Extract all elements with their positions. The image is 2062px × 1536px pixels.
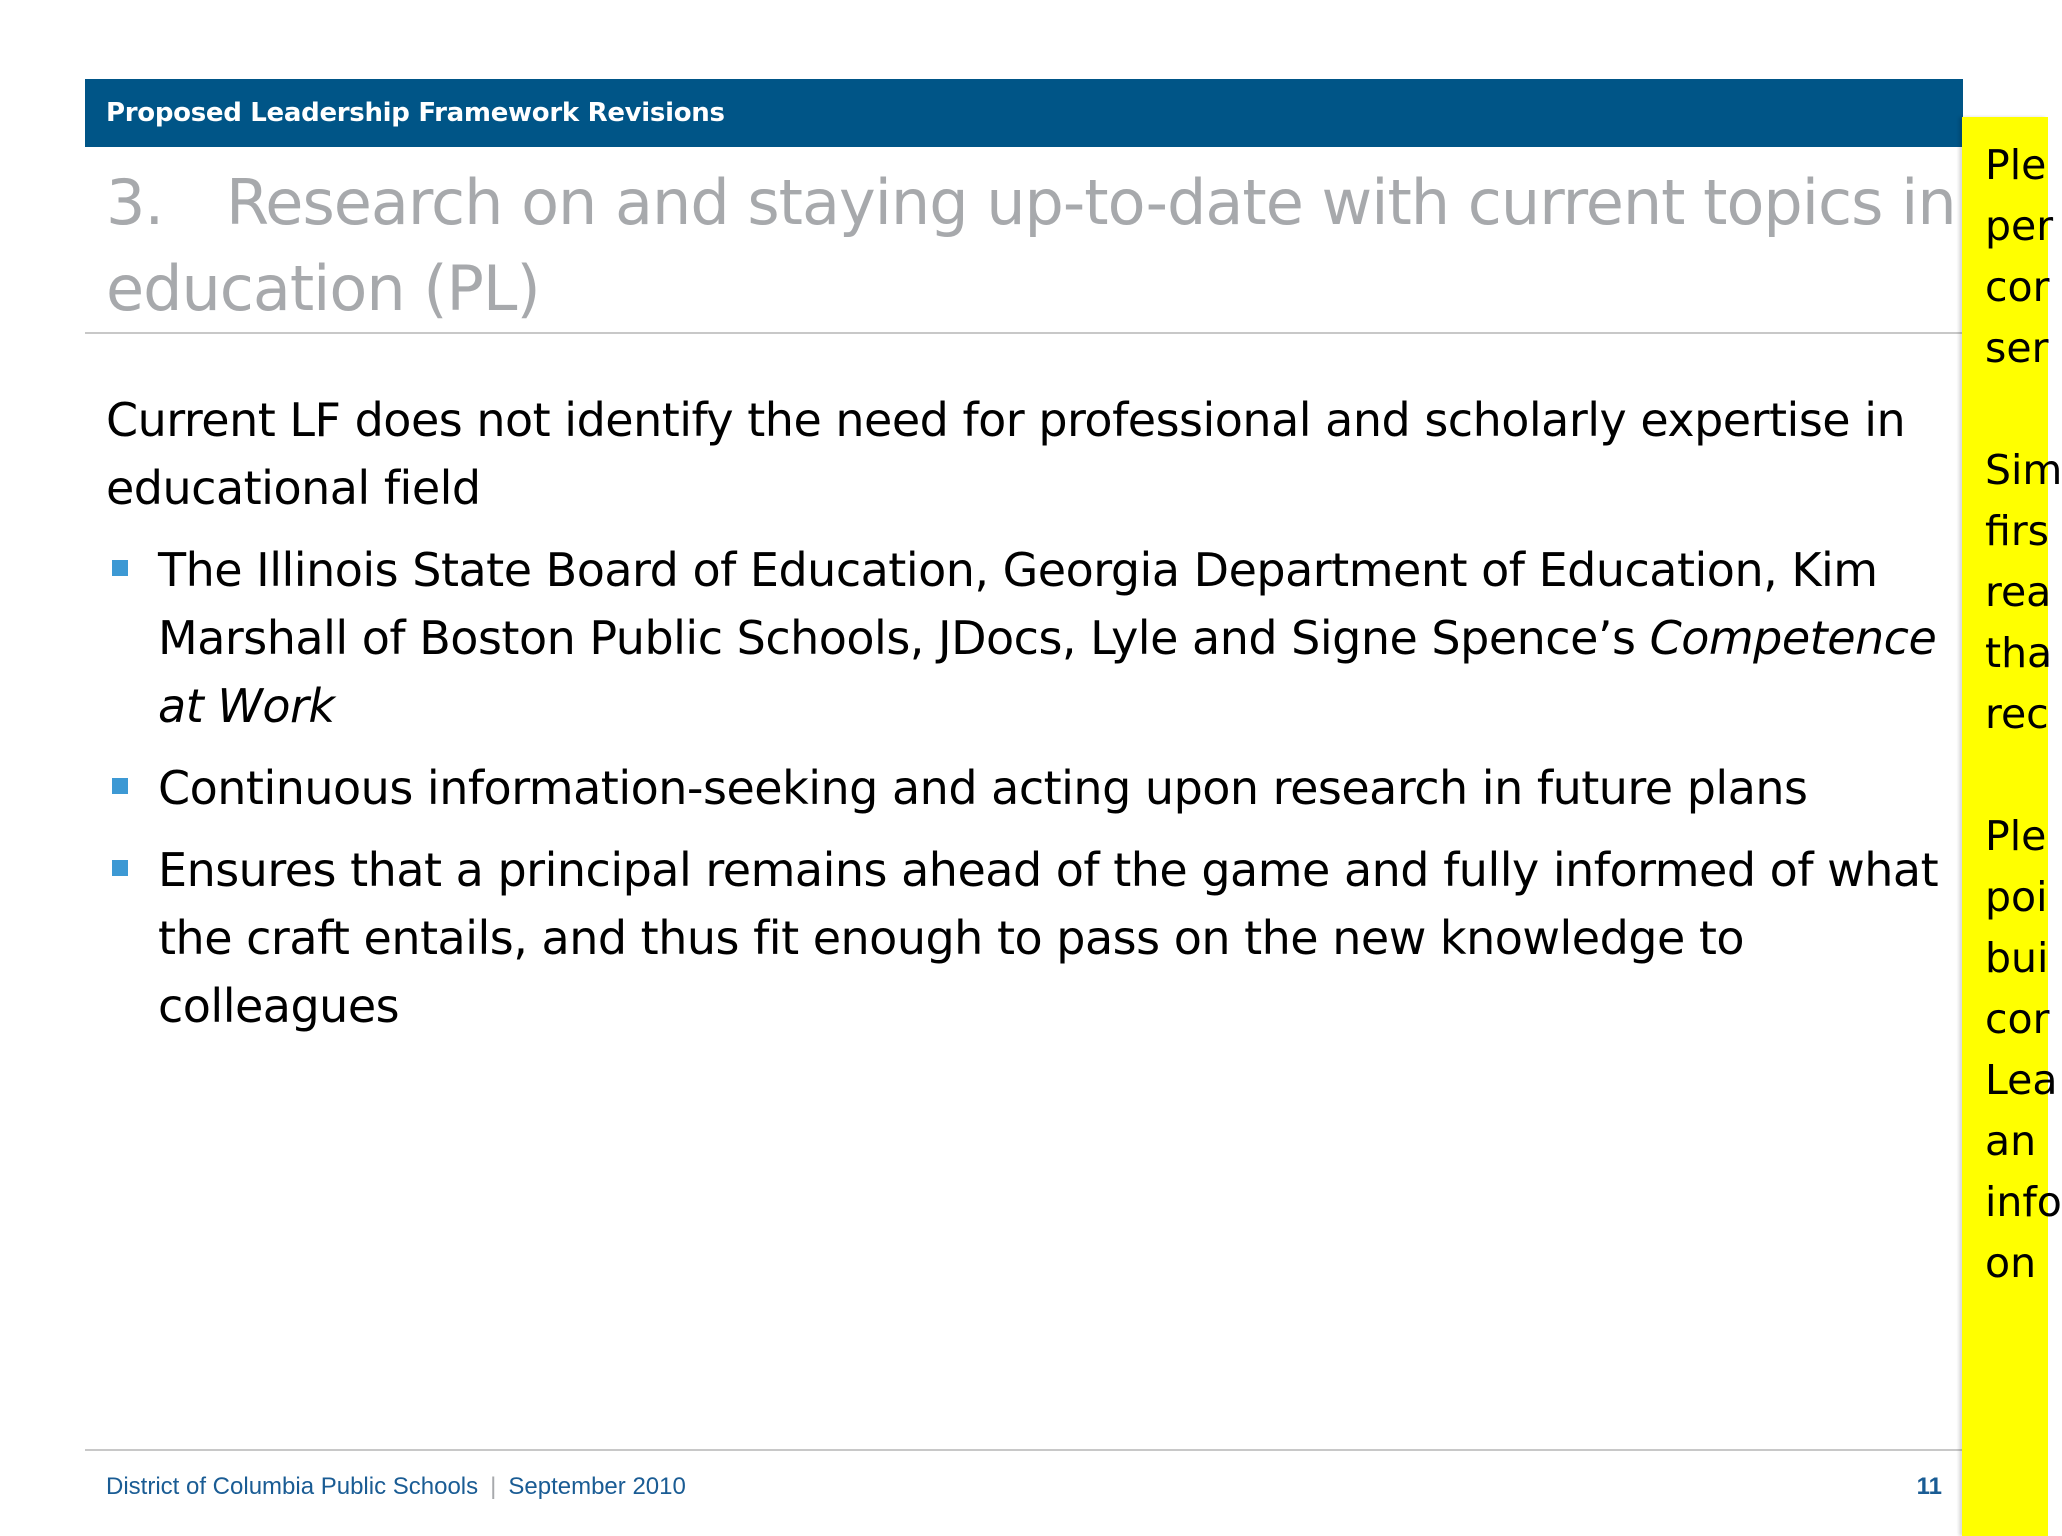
intro-paragraph: Current LF does not identify the need for professional and scholarly expertise in educational field xyxy=(106,393,1906,515)
note-line xyxy=(1985,379,2062,440)
note-line: Ple xyxy=(1985,141,2047,189)
title-divider xyxy=(85,332,1963,334)
header-bar xyxy=(85,79,1963,147)
note-line: cor xyxy=(1985,995,2050,1043)
bullet-item xyxy=(106,536,1956,740)
slide-title-number: 3. xyxy=(106,166,164,239)
bullet-list xyxy=(106,536,1956,1054)
square-bullet-icon xyxy=(112,778,128,794)
footer-divider xyxy=(85,1449,1963,1451)
note-line xyxy=(1985,745,2062,806)
bullet-item xyxy=(106,836,1956,1040)
note-line: poi xyxy=(1985,873,2048,921)
note-line: bui xyxy=(1985,934,2049,982)
note-line: Ple xyxy=(1985,812,2047,860)
note-line: on xyxy=(1985,1239,2037,1287)
slide-title-text: Research on and staying up-to-date with current topics in education (PL) xyxy=(106,166,1956,325)
sticky-note-text xyxy=(1985,135,2062,1294)
note-line: ser xyxy=(1985,324,2049,372)
note-line: rec xyxy=(1985,690,2049,738)
square-bullet-icon xyxy=(112,560,128,576)
bullet-italic-text: Competence at Work xyxy=(158,611,1937,733)
note-line: Lea xyxy=(1985,1056,2058,1104)
footer-organization: District of Columbia Public Schools xyxy=(106,1473,479,1500)
header-title: Proposed Leadership Framework Revisions xyxy=(106,98,725,128)
page-number: 11 xyxy=(1916,1473,1942,1500)
note-line: rea xyxy=(1985,568,2052,616)
note-line: Sim xyxy=(1985,446,2062,494)
footer xyxy=(106,1472,686,1502)
bullet-text: The Illinois State Board of Education, Georgia Department of Education, Kim Marshall of Boston Public Schools, JDocs, Lyle and Signe Spence’s xyxy=(158,543,1878,665)
note-line: firs xyxy=(1985,507,2050,555)
sticky-note-panel[interactable] xyxy=(1962,117,2062,1536)
square-bullet-icon xyxy=(112,860,128,876)
slide-title xyxy=(106,160,1956,332)
note-line: per xyxy=(1985,202,2054,250)
footer-date: September 2010 xyxy=(508,1473,686,1500)
note-line: an xyxy=(1985,1117,2037,1165)
footer-separator: | xyxy=(490,1473,497,1500)
bullet-item xyxy=(106,754,1956,822)
bullet-text: Continuous information-seeking and acting upon research in future plans xyxy=(158,761,1808,815)
bullet-text: Ensures that a principal remains ahead of the game and fully informed of what the craft entails, and thus fit enough to pass on the new knowledge to colleagues xyxy=(158,843,1939,1033)
note-line: tha xyxy=(1985,629,2053,677)
note-line: info xyxy=(1985,1178,2062,1226)
note-line: cor xyxy=(1985,263,2050,311)
